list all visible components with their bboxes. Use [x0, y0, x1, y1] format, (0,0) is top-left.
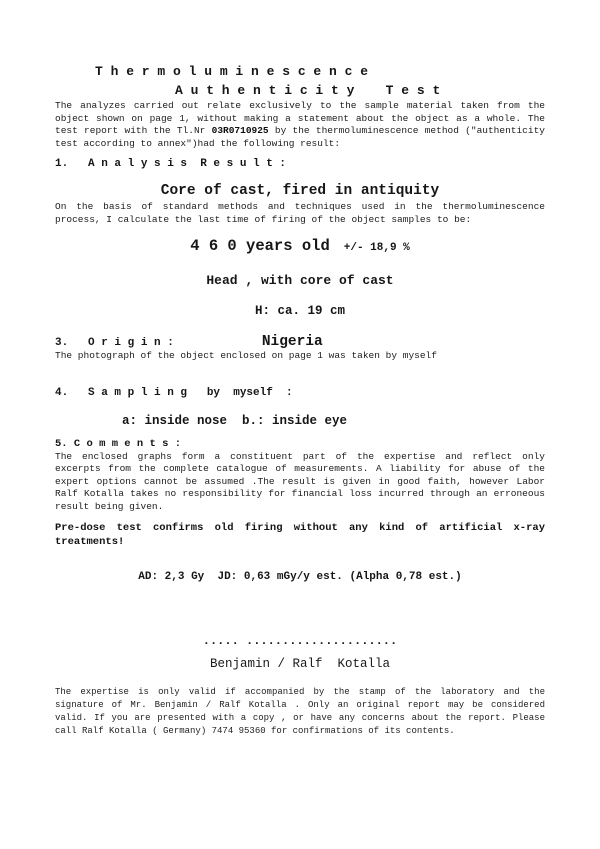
- photo-note: The photograph of the object enclosed on page 1 was taken by myself: [55, 350, 437, 361]
- age-tolerance: +/- 18,9 %: [343, 242, 410, 254]
- sampling-locations: a: inside nose b.: inside eye: [122, 413, 348, 428]
- origin-row: [55, 334, 545, 350]
- age-line: [55, 236, 545, 258]
- tl-number: 03R0710925: [211, 125, 269, 136]
- signature-dots: ..... .....................: [202, 634, 398, 648]
- age-value: 4 6 0 years old: [190, 237, 330, 255]
- predose-note: Pre-dose test confirms old firing without any kind of artificial x-ray treatments!: [55, 522, 545, 548]
- object-description: Head , with core of cast: [206, 273, 394, 288]
- origin-value: Nigeria: [261, 334, 323, 350]
- analysis-heading: 1. A n a l y s i s R e s u l t :: [55, 158, 287, 170]
- intro-text-after: by the thermoluminescence method ("authenticity test according to annex")had the following result:: [55, 125, 545, 149]
- method-note: On the basis of standard methods and techniques used in the thermoluminescence process, I calculate the last time of firing of the object samples to be:: [55, 201, 545, 225]
- footer-validity-note: The expertise is only valid if accompanied by the stamp of the laboratory and the signature of Mr. Benjamin / Ralf Kotalla . Only an original report may be considered valid. If you are presented with a copy , or have any concerns about the report. Please call Ralf Kotalla ( Germany) 7474 95360 for confirmations of its contents.: [55, 687, 545, 736]
- report-title-line2: A u t h e n t i c i t y T e s t: [175, 83, 441, 98]
- dose-values: AD: 2,3 Gy JD: 0,63 mGy/y est. (Alpha 0,78 est.): [138, 571, 462, 583]
- signature-name: Benjamin / Ralf Kotalla: [209, 657, 391, 671]
- comments-disclaimer: The enclosed graphs form a constituent part of the expertise and reflect only excerpts from the complete catalogue of measurements. A liability for abuse of the expert options cannot be assumed .The result is given in good faith, however Labor Ralf Kotalla takes no responsibility for financial loss incurred through an erroneous result being given.: [55, 450, 545, 512]
- sampling-heading: 4. S a m p l i n g by myself :: [55, 386, 293, 399]
- intro-paragraph: [55, 100, 545, 150]
- intro-text-before: The analyzes carried out relate exclusively to the sample material taken from the object shown on page 1, without making a statement about the object as a whole. The test report with the Tl.Nr: [55, 100, 545, 136]
- object-height: H: ca. 19 cm: [254, 304, 345, 318]
- origin-heading: 3. O r i g i n :: [55, 337, 174, 349]
- analysis-result: Core of cast, fired in antiquity: [160, 183, 440, 199]
- comments-heading: 5. C o m m e n t s :: [55, 437, 182, 450]
- report-title-line1: T h e r m o l u m i n e s c e n c e: [95, 64, 369, 79]
